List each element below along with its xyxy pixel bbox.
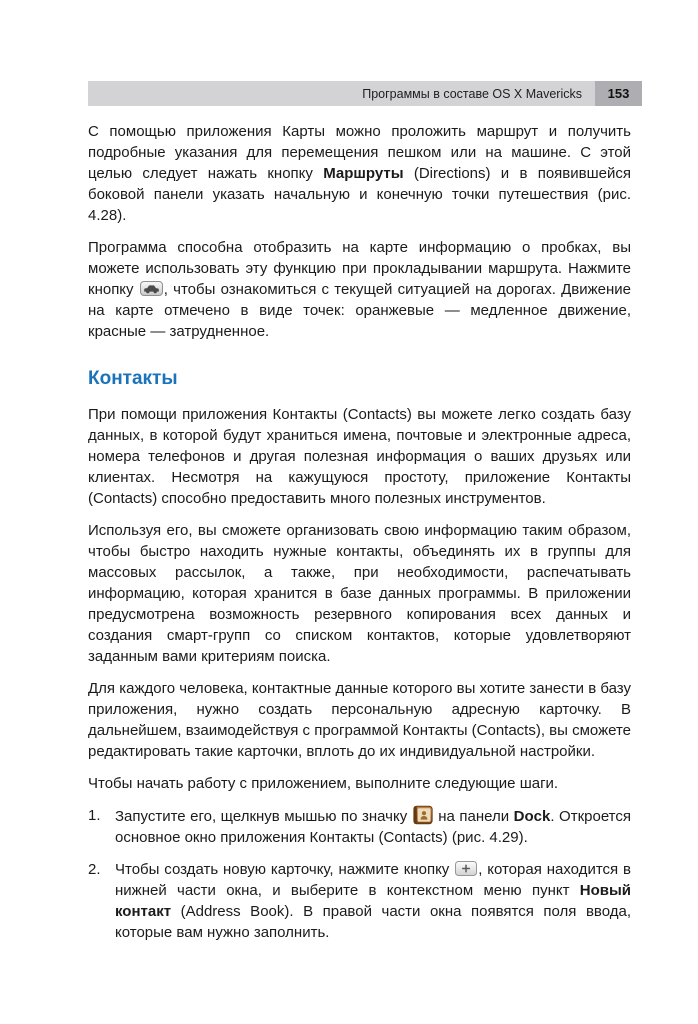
- text-run: , которая находится в нижней части окна, и выберите в контекстном меню пункт: [115, 861, 631, 899]
- list-item-text: [115, 859, 631, 943]
- text-run: Запустите его, щелкнув мышью по значку: [115, 808, 412, 825]
- text-run: Для каждого человека, контактные данные которого вы хотите занести в базу приложения, нужно создать персональную адресную карточку. В дальнейшем, взаимодействуя с программой Контакты (Contacts), вы сможете редактировать такие карточки, вплоть до их индивидуальной настройки.: [88, 680, 631, 760]
- text-run: Программа способна отобразить на карте информацию о пробках, вы можете использовать эту функцию при прокладывании маршрута. Нажмите кнопку: [88, 239, 631, 298]
- text-run: Используя его, вы сможете организовать свою информацию таким образом, чтобы быстро находить нужные контакты, объединять их в группы для массовых рассылок, а также, при необходимости, распечатывать информацию, которая хранится в базе данных программы. В приложении предусмотрена возможность резервного копирования всех данных и создания смарт-групп со списком контактов, которые удовлетворяют заданным вами критериям поиска.: [88, 522, 631, 665]
- list-item: [88, 859, 631, 943]
- contacts-dock-icon: [413, 805, 433, 825]
- section-heading: Контакты: [88, 368, 178, 389]
- text-run: С помощью приложения Карты можно проложить маршрут и получить подробные указания для перемещения пешком или на машине. С этой целью следует нажать кнопку: [88, 123, 631, 182]
- bold-text: Маршруты: [323, 165, 404, 182]
- text-run: . Откроется основное окно приложения Контакты (Contacts) (рис. 4.29).: [115, 808, 632, 846]
- text-run: на панели: [433, 808, 514, 825]
- list-number: 1.: [88, 807, 101, 824]
- steps-list: [88, 805, 631, 943]
- bold-text: Dock: [513, 808, 551, 825]
- text-run: При помощи приложения Контакты (Contacts) вы можете легко создать базу данных, в которой будут храниться имена, почтовые и электронные адреса, номера телефонов и другая полезная информация о ваших друзьях или клиентах. Несмотря на кажущуюся простоту, приложение Контакты (Contacts) способно предоставить много полезных инструментов.: [88, 406, 631, 507]
- list-item-text: [115, 805, 631, 848]
- paragraph-maps-route: [88, 121, 631, 226]
- bold-text: Новый контакт: [115, 882, 631, 920]
- running-head-title: Программы в составе OS X Mavericks: [362, 86, 582, 101]
- add-button-icon: [455, 861, 477, 876]
- page-content: [88, 121, 631, 954]
- text-run: Чтобы начать работу с приложением, выполните следующие шаги.: [88, 775, 559, 792]
- text-run: Чтобы создать новую карточку, нажмите кнопку: [115, 861, 455, 878]
- paragraph-contacts-features: [88, 520, 631, 667]
- traffic-button-icon: [140, 281, 163, 296]
- list-item: [88, 805, 631, 848]
- paragraph-steps-lead: [88, 773, 631, 794]
- text-run: (Directions) и в появившейся боковой панели указать начальную и конечную точки путешествия (рис. 4.28).: [88, 165, 631, 224]
- paragraph-contacts-cards: [88, 678, 631, 762]
- paragraph-traffic: [88, 237, 631, 342]
- text-run: (Address Book). В правой части окна появятся поля ввода, которые вам нужно заполнить.: [115, 903, 631, 941]
- text-run: , чтобы ознакомиться с текущей ситуацией на дорогах. Движение на карте отмечено в виде точек: оранжевые — медленное движение, красные — затрудненное.: [88, 281, 631, 340]
- paragraph-contacts-intro: [88, 404, 631, 509]
- page-header: [88, 81, 642, 106]
- page-number: 153: [595, 81, 642, 106]
- list-number: 2.: [88, 861, 101, 878]
